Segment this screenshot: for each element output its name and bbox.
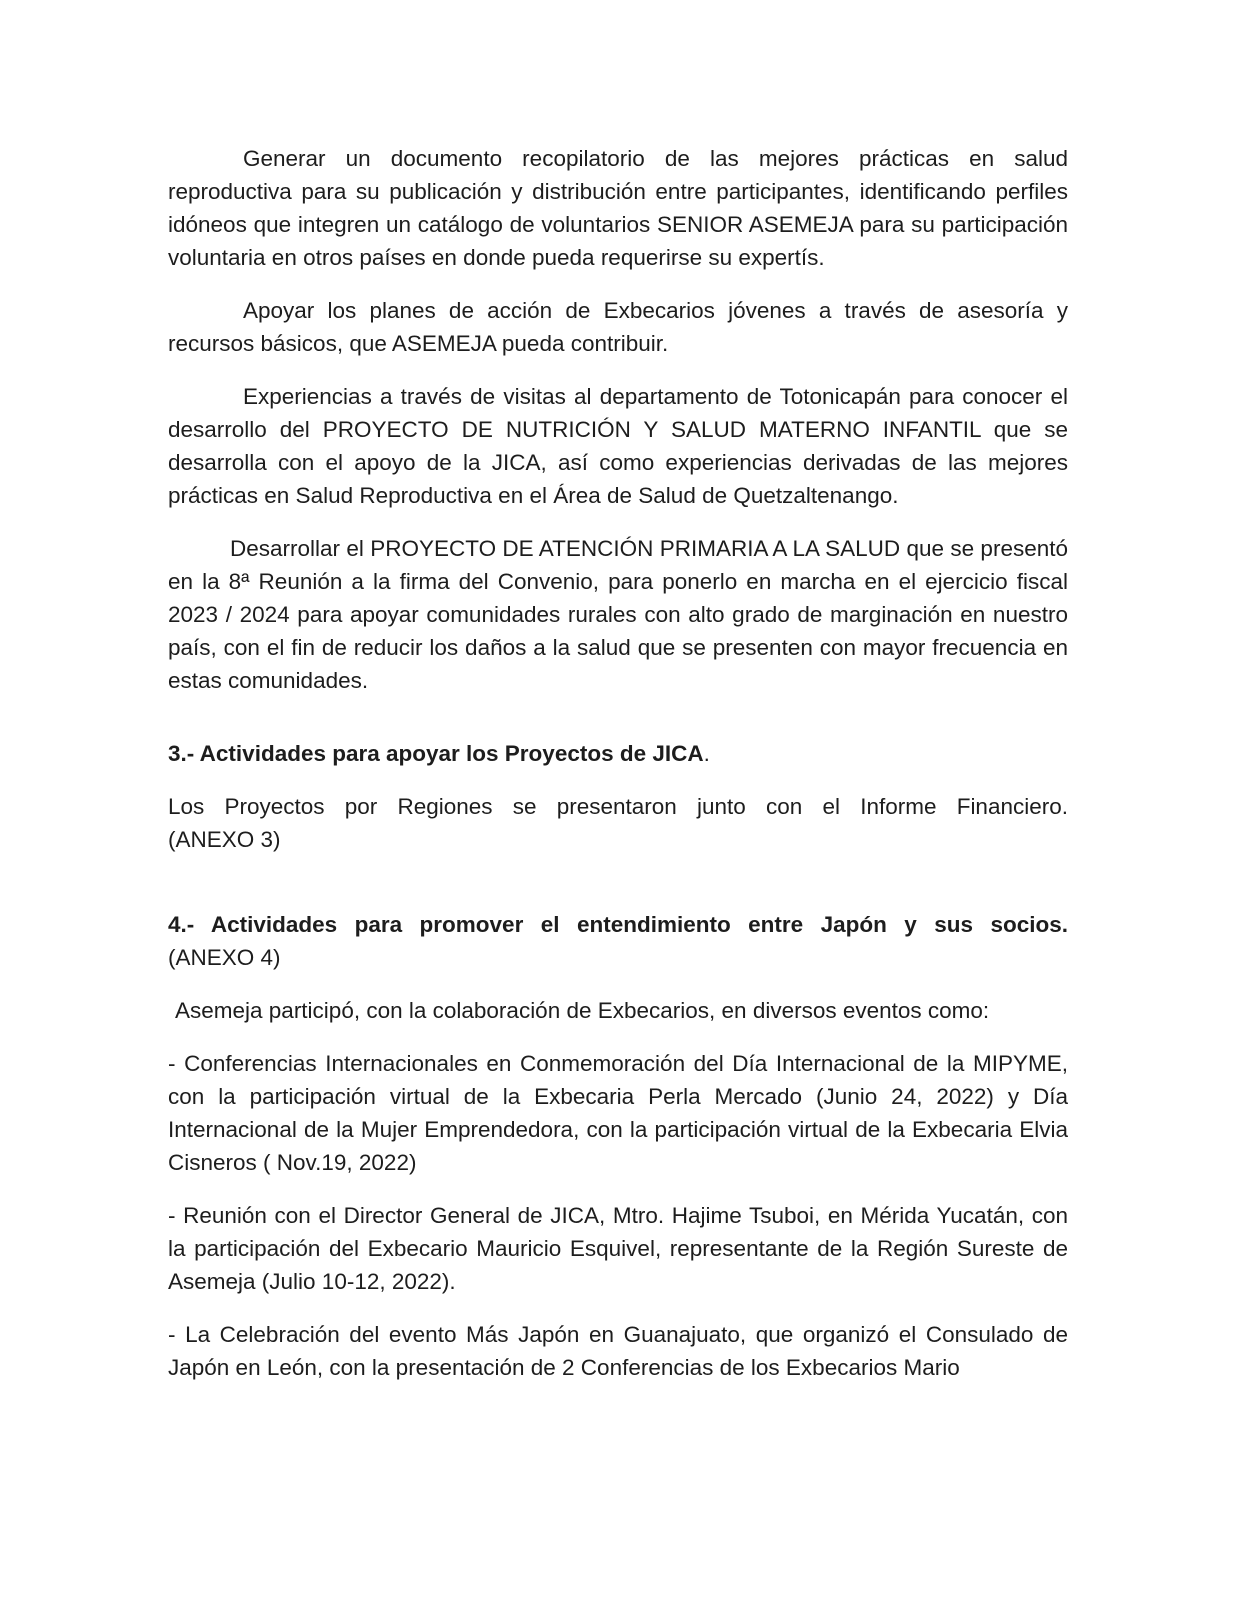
event-item-conferencias-mipyme: - Conferencias Internacionales en Conmemoración del Día Internacional de la MIPYME, con la participación virtual de la Exbecaria Perla Mercado (Junio 24, 2022) y Día Internacional de la Mujer Emprendedora, con la participación virtual de la Exbecaria Elvia Cisneros ( Nov.19, 2022) <box>168 1051 1068 1175</box>
section-3-heading-text: 3.- Actividades para apoyar los Proyectos de JICA <box>168 741 704 766</box>
event-item-mas-japon-guanajuato: - La Celebración del evento Más Japón en Guanajuato, que organizó el Consulado de Japón en León, con la presentación de 2 Conferencias de los Exbecarios Mario <box>168 1322 1068 1380</box>
paragraph-experiencias-totonicapan: Experiencias a través de visitas al departamento de Totonicapán para conocer el desarrollo del PROYECTO DE NUTRICIÓN Y SALUD MATERNO INFANTIL que se desarrolla con el apoyo de la JICA, así como experiencias derivadas de las mejores prácticas en Salud Reproductiva en el Área de Salud de Quetzaltenango. <box>168 384 1068 508</box>
paragraph-proyectos-regiones-line1: Los Proyectos por Regiones se presentaron junto con el Informe Financiero. <box>168 794 1068 819</box>
event-item-reunion-director-jica: - Reunión con el Director General de JICA, Mtro. Hajime Tsuboi, en Mérida Yucatán, con la participación del Exbecario Mauricio Esquivel, representante de la Región Sureste de Asemeja (Julio 10-12, 2022). <box>168 1203 1068 1294</box>
section-3-heading <box>168 737 1068 770</box>
section-4-heading-text: 4.- Actividades para promover el entendimiento entre Japón y sus socios. <box>168 912 1068 937</box>
paragraph-asemeja-intro: Asemeja participó, con la colaboración de Exbecarios, en diversos eventos como: <box>175 998 990 1023</box>
paragraph-proyectos-regiones <box>168 790 1068 856</box>
anexo-4-label: (ANEXO 4) <box>168 945 281 970</box>
section-3-heading-period: . <box>703 741 710 766</box>
anexo-3-label: (ANEXO 3) <box>168 827 281 852</box>
section-4-heading <box>168 908 1068 974</box>
paragraph-generar-documento: Generar un documento recopilatorio de las mejores prácticas en salud reproductiva para su publicación y distribución entre participantes, identificando perfiles idóneos que integren un catálogo de voluntarios SENIOR ASEMEJA para su participación voluntaria en otros países en donde pueda requerirse su expertís. <box>168 146 1068 270</box>
paragraph-apoyar-planes: Apoyar los planes de acción de Exbecarios jóvenes a través de asesoría y recursos básicos, que ASEMEJA pueda contribuir. <box>168 298 1068 356</box>
paragraph-desarrollar-proyecto: Desarrollar el PROYECTO DE ATENCIÓN PRIMARIA A LA SALUD que se presentó en la 8ª Reunión a la firma del Convenio, para ponerlo en marcha en el ejercicio fiscal 2023 / 2024 para apoyar comunidades rurales con alto grado de marginación en nuestro país, con el fin de reducir los daños a la salud que se presenten con mayor frecuencia en estas comunidades. <box>168 536 1068 693</box>
